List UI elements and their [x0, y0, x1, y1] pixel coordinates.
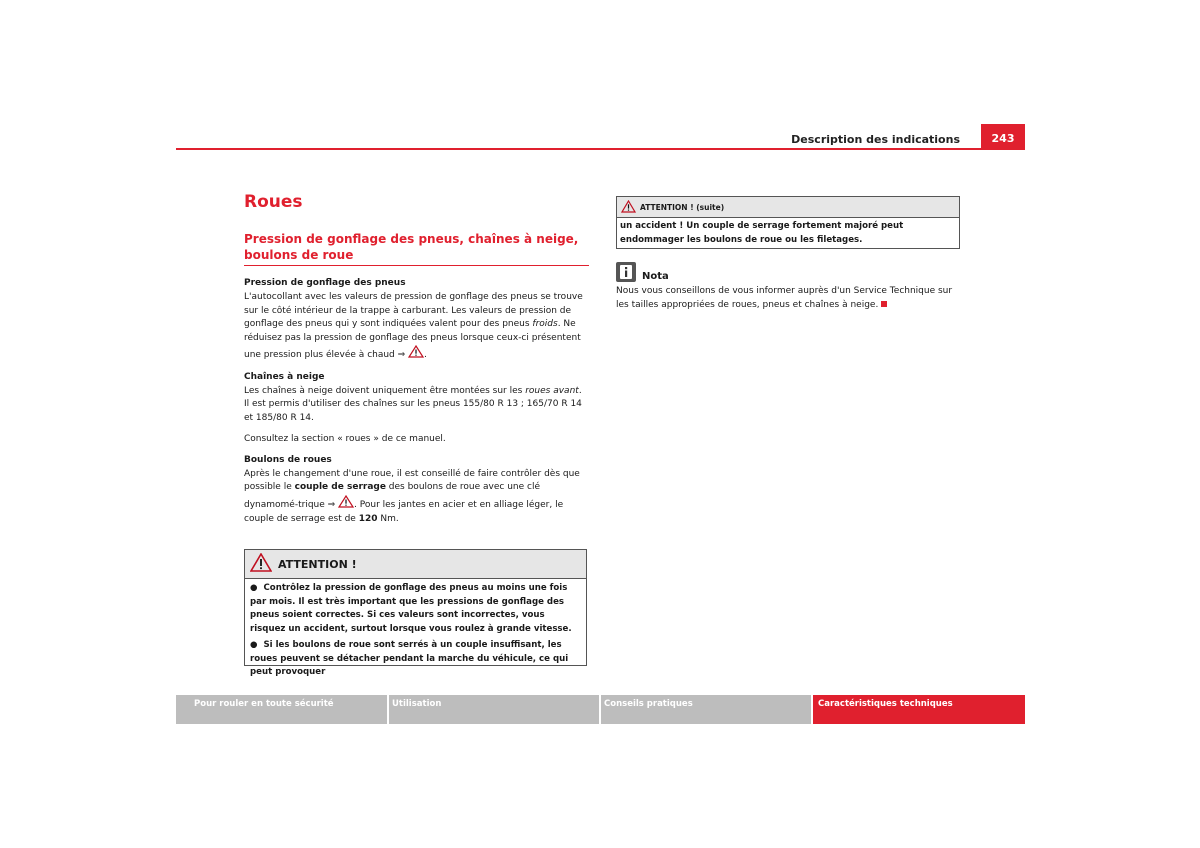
paragraph-boulons: Après le changement d'une roue, il est conseillé de faire contrôler dès que possible le couple de serrage des boulons de roue avec une clé dynamomé-trique ⇒ . Pour les jantes en acier et en alliage léger, le couple de serrage est de 120 Nm. — [244, 468, 580, 524]
attention-continued-box — [616, 196, 960, 249]
page-number: 243 — [981, 124, 1025, 148]
section-title: Pression de gonflage des pneus, chaînes à neige, boulons de roue — [244, 232, 579, 262]
header-rule — [176, 148, 1025, 150]
tab-caracteristiques[interactable]: Caractéristiques techniques — [813, 695, 1025, 724]
paragraph-chaines: Les chaînes à neige doivent uniquement être montées sur les roues avant. Il est permis d'utiliser des chaînes sur les pneus 155/80 R 13 ; 165/70 R 14 et 185/80 R 14. — [244, 385, 582, 423]
warning-triangle-icon[interactable] — [338, 495, 354, 514]
attention-continued-text: un accident ! Un couple de serrage fortement majoré peut endommager les boulons de roue ou les filetages. — [620, 221, 904, 245]
subheading-pression: Pression de gonflage des pneus — [244, 278, 406, 288]
attention-label: ATTENTION ! — [278, 557, 357, 571]
page-title: Roues — [244, 192, 303, 212]
attention-header — [245, 550, 586, 579]
main-column — [244, 192, 589, 535]
attention-item: ● Si les boulons de roue sont serrés à un couple insuffisant, les roues peuvent se détacher pendant la marche du véhicule, ce qui peut provoquer — [250, 640, 569, 677]
info-icon — [616, 262, 636, 282]
section-rule — [244, 265, 589, 266]
attention-continued-label: ATTENTION ! (suite) — [640, 202, 725, 212]
attention-box — [244, 549, 587, 677]
end-marker-icon — [881, 301, 887, 307]
nota-text: Nous vous conseillons de vous informer auprès d'un Service Technique sur les tailles appropriées de roues, pneus et chaînes à neige. — [616, 286, 953, 310]
warning-triangle-icon — [250, 553, 272, 576]
warning-triangle-icon — [621, 198, 636, 217]
subheading-chaines: Chaînes à neige — [244, 371, 325, 382]
running-header: Description des indications — [791, 133, 960, 146]
footer-nav — [176, 695, 1025, 724]
nota-block — [616, 262, 961, 312]
nota-label: Nota — [642, 271, 669, 282]
subheading-boulons: Boulons de roues — [244, 454, 332, 465]
paragraph-consult: Consultez la section « roues » de ce manuel. — [244, 434, 446, 444]
attention-continued-header — [617, 197, 959, 218]
tab-utilisation[interactable]: Utilisation — [389, 695, 599, 724]
attention-item: ● Contrôlez la pression de gonflage des pneus au moins une fois par mois. Il est très important que les pressions de gonflage des pneus soient correctes. Si ces valeurs sont incorrectes, vous risquez un accident, surtout lorsque vous roulez à grande vitesse. — [250, 583, 572, 634]
warning-triangle-icon[interactable] — [408, 345, 424, 364]
tab-conseils[interactable]: Conseils pratiques — [601, 695, 811, 724]
tab-securite[interactable]: Pour rouler en toute sécurité — [176, 695, 387, 724]
paragraph-pression: L'autocollant avec les valeurs de pression de gonflage des pneus se trouve sur le côté intérieur de la trappe à carburant. Les valeurs de pression de gonflage des pneus qui y sont indiquées valent pour des pneus froids. Ne réduisez pas la pression de gonflage des pneus lorsque ceux-ci présentent une pression plus élevée à chaud ⇒ . — [244, 291, 589, 364]
